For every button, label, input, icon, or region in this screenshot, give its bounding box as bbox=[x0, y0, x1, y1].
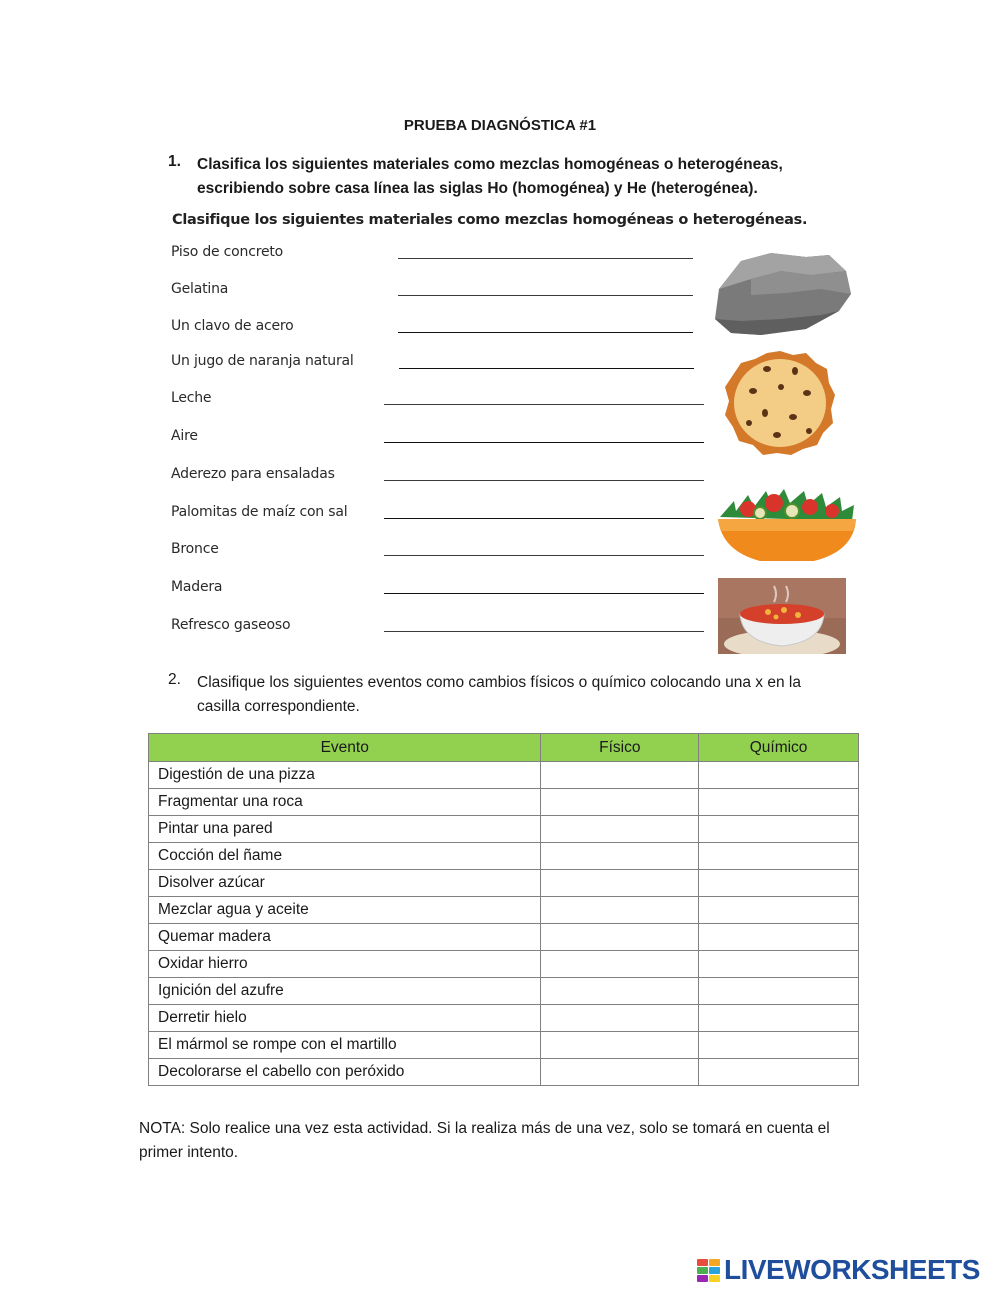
note-text: NOTA: Solo realice una vez esta actividad. Si la realiza más de una vez, solo se tomará en cuenta el primer intento. bbox=[139, 1120, 830, 1161]
material-row bbox=[165, 579, 705, 603]
question-1-text: Clasifica los siguientes materiales como mezclas homogéneas o heterogéneas, escribiendo sobre casa línea las siglas Ho (homogénea) y He (heterogénea). bbox=[197, 156, 783, 197]
table-row bbox=[149, 843, 859, 870]
material-label: Un jugo de naranja natural bbox=[171, 353, 354, 369]
fisico-cell[interactable] bbox=[541, 1005, 699, 1032]
table-row bbox=[149, 789, 859, 816]
answer-line[interactable] bbox=[398, 258, 693, 259]
quimico-cell[interactable] bbox=[699, 951, 859, 978]
table-row bbox=[149, 1059, 859, 1086]
table-row bbox=[149, 951, 859, 978]
quimico-cell[interactable] bbox=[699, 816, 859, 843]
event-cell: Pintar una pared bbox=[149, 816, 541, 843]
fisico-cell[interactable] bbox=[541, 1059, 699, 1086]
liveworksheets-logo-icon bbox=[697, 1259, 720, 1282]
event-cell: Fragmentar una roca bbox=[149, 789, 541, 816]
table-row bbox=[149, 762, 859, 789]
answer-line[interactable] bbox=[384, 631, 704, 632]
answer-line[interactable] bbox=[384, 442, 704, 443]
table-row bbox=[149, 1032, 859, 1059]
quimico-cell[interactable] bbox=[699, 1005, 859, 1032]
answer-line[interactable] bbox=[384, 480, 704, 481]
header-quimico: Químico bbox=[699, 734, 859, 762]
header-fisico: Físico bbox=[541, 734, 699, 762]
quimico-cell[interactable] bbox=[699, 897, 859, 924]
material-row bbox=[165, 466, 705, 490]
soup-bowl-image bbox=[718, 578, 846, 654]
material-row bbox=[165, 281, 705, 305]
quimico-cell[interactable] bbox=[699, 978, 859, 1005]
fisico-cell[interactable] bbox=[541, 1032, 699, 1059]
quimico-cell[interactable] bbox=[699, 762, 859, 789]
fisico-cell[interactable] bbox=[541, 816, 699, 843]
answer-line[interactable] bbox=[384, 593, 704, 594]
material-label: Bronce bbox=[171, 541, 219, 557]
table-row bbox=[149, 978, 859, 1005]
material-label: Leche bbox=[171, 390, 212, 406]
events-table bbox=[148, 733, 859, 1086]
material-label: Aderezo para ensaladas bbox=[171, 466, 335, 482]
event-cell: Quemar madera bbox=[149, 924, 541, 951]
brand-name: LIVEWORKSHEETS bbox=[724, 1254, 980, 1285]
question-2-number: 2. bbox=[168, 671, 181, 688]
fisico-cell[interactable] bbox=[541, 978, 699, 1005]
material-row bbox=[165, 617, 705, 641]
question-1-number: 1. bbox=[168, 153, 181, 170]
event-cell: Disolver azúcar bbox=[149, 870, 541, 897]
material-label: Refresco gaseoso bbox=[171, 617, 291, 633]
answer-line[interactable] bbox=[398, 295, 693, 296]
salad-bowl-image bbox=[714, 481, 860, 567]
quimico-cell[interactable] bbox=[699, 1059, 859, 1086]
answer-line[interactable] bbox=[384, 518, 704, 519]
event-cell: El mármol se rompe con el martillo bbox=[149, 1032, 541, 1059]
material-row bbox=[165, 541, 705, 565]
fisico-cell[interactable] bbox=[541, 897, 699, 924]
table-row bbox=[149, 924, 859, 951]
cookie-image bbox=[721, 347, 839, 459]
question-2-text: Clasifique los siguientes eventos como cambios físicos o químico colocando una x en la casilla correspondiente. bbox=[197, 674, 801, 715]
event-cell: Decolorarse el cabello con peróxido bbox=[149, 1059, 541, 1086]
material-row bbox=[165, 428, 705, 452]
fisico-cell[interactable] bbox=[541, 924, 699, 951]
panel-title: Clasifique los siguientes materiales como mezclas homogéneas o heterogéneas. bbox=[172, 212, 808, 228]
material-row bbox=[165, 390, 705, 414]
table-row bbox=[149, 897, 859, 924]
event-cell: Mezclar agua y aceite bbox=[149, 897, 541, 924]
table-row bbox=[149, 1005, 859, 1032]
fisico-cell[interactable] bbox=[541, 870, 699, 897]
answer-line[interactable] bbox=[399, 368, 694, 369]
liveworksheets-brand[interactable] bbox=[697, 1255, 980, 1285]
event-cell: Oxidar hierro bbox=[149, 951, 541, 978]
table-header-row bbox=[149, 734, 859, 762]
fisico-cell[interactable] bbox=[541, 951, 699, 978]
material-label: Piso de concreto bbox=[171, 244, 284, 260]
table-row bbox=[149, 816, 859, 843]
answer-line[interactable] bbox=[398, 332, 693, 333]
answer-line[interactable] bbox=[384, 404, 704, 405]
quimico-cell[interactable] bbox=[699, 870, 859, 897]
header-evento: Evento bbox=[149, 734, 541, 762]
event-cell: Ignición del azufre bbox=[149, 978, 541, 1005]
fisico-cell[interactable] bbox=[541, 843, 699, 870]
fisico-cell[interactable] bbox=[541, 762, 699, 789]
event-cell: Cocción del ñame bbox=[149, 843, 541, 870]
answer-line[interactable] bbox=[384, 555, 704, 556]
materials-panel bbox=[165, 211, 905, 657]
event-cell: Derretir hielo bbox=[149, 1005, 541, 1032]
material-row bbox=[165, 353, 705, 377]
material-row bbox=[165, 504, 705, 528]
material-row bbox=[165, 244, 705, 268]
table-row bbox=[149, 870, 859, 897]
material-label: Aire bbox=[171, 428, 198, 444]
material-label: Palomitas de maíz con sal bbox=[171, 504, 348, 520]
fisico-cell[interactable] bbox=[541, 789, 699, 816]
material-row bbox=[165, 318, 705, 342]
page-title: PRUEBA DIAGNÓSTICA #1 bbox=[403, 117, 597, 134]
material-label: Un clavo de acero bbox=[171, 318, 294, 334]
rock-image bbox=[711, 249, 853, 339]
quimico-cell[interactable] bbox=[699, 924, 859, 951]
quimico-cell[interactable] bbox=[699, 843, 859, 870]
event-cell: Digestión de una pizza bbox=[149, 762, 541, 789]
material-label: Gelatina bbox=[171, 281, 229, 297]
material-label: Madera bbox=[171, 579, 223, 595]
quimico-cell[interactable] bbox=[699, 789, 859, 816]
quimico-cell[interactable] bbox=[699, 1032, 859, 1059]
